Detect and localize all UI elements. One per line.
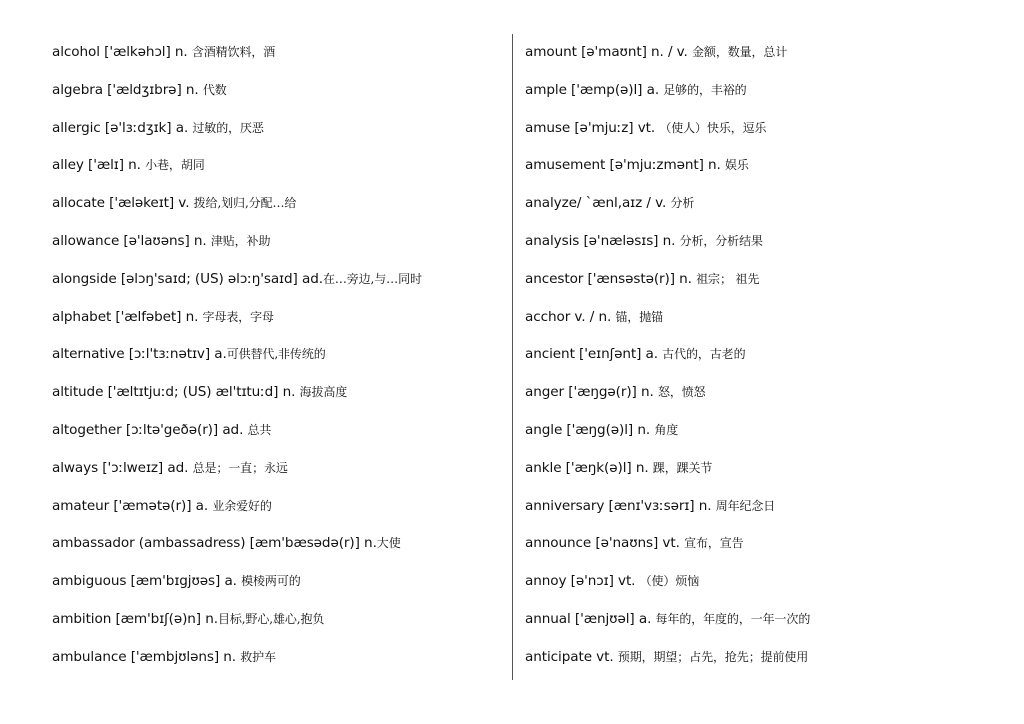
entry-head: annoy [ə'nɔɪ] vt. — [525, 573, 640, 590]
entry-head: ancestor ['ænsəstə(r)] n. — [525, 270, 697, 287]
entry-definition: 祖宗； 祖先 — [696, 271, 760, 286]
column-divider — [512, 34, 513, 680]
vocab-entry — [52, 34, 522, 72]
entry-head: allergic [ə'lɜːdʒɪk] a. — [52, 119, 193, 136]
vocab-entry — [52, 185, 522, 223]
entry-definition: 足够的，丰裕的 — [663, 82, 747, 97]
entry-head: ample ['æmp(ə)l] a. — [525, 81, 664, 98]
entry-head: amusement [ə'mjuːzmənt] n. — [525, 157, 725, 174]
entry-head: altitude ['æltɪtjuːd; (US) æl'tɪtuːd] n. — [52, 384, 300, 401]
entry-definition: 娱乐 — [725, 158, 749, 173]
entry-definition: 总共 — [247, 422, 272, 437]
entry-head: alcohol ['ælkəhɔl] n. — [52, 44, 192, 60]
entry-head: anger ['æŋgə(r)] n. — [525, 384, 658, 401]
entry-definition: （使人）快乐，逗乐 — [659, 120, 767, 135]
entry-head: ambiguous [æm'bɪgjʊəs] a. — [52, 573, 242, 590]
vocab-entry — [525, 639, 995, 677]
vocab-entry — [525, 147, 995, 185]
vocab-entry — [52, 72, 522, 110]
entry-definition: 踝，踝关节 — [652, 460, 713, 475]
entry-head: analyze/ `ænl,aɪz / v. — [525, 195, 671, 212]
entry-definition: 怒，愤怒 — [657, 385, 706, 400]
entry-definition: 在…旁边,与…同时 — [322, 271, 422, 286]
entry-definition: 救护车 — [240, 649, 276, 664]
vocab-entry — [525, 185, 995, 223]
vocab-entry — [525, 34, 995, 72]
entry-definition: 津贴，补助 — [210, 233, 271, 248]
entry-definition: 周年纪念日 — [715, 498, 776, 513]
entry-definition: 模棱两可的 — [241, 574, 301, 589]
entry-definition: 锚，抛锚 — [615, 309, 664, 324]
entry-head: ambition [æm'bɪʃ(ə)n] n. — [52, 610, 218, 627]
entry-definition: 代数 — [202, 82, 227, 97]
entry-definition: （使）烦恼 — [639, 574, 700, 589]
vocab-entry — [52, 601, 522, 639]
vocab-entry — [525, 72, 995, 110]
vocab-entry — [525, 412, 995, 450]
vocab-entry — [52, 412, 522, 450]
vocab-entry — [525, 110, 995, 148]
vocab-entry — [52, 299, 522, 337]
entry-definition: 可供替代,非传统的 — [226, 347, 326, 362]
entry-head: angle ['æŋg(ə)l] n. — [525, 421, 655, 438]
vocab-entry — [52, 261, 522, 299]
vocab-entry — [525, 374, 995, 412]
vocab-entry — [52, 450, 522, 488]
entry-head: alternative [ɔːl'tɜːnətɪv] a. — [52, 346, 227, 363]
vocab-entry — [525, 488, 995, 526]
vocab-entry — [52, 525, 522, 563]
entry-definition: 总是；一直；永远 — [192, 460, 288, 475]
vocab-entry — [525, 223, 995, 261]
vocab-entry — [525, 261, 995, 299]
entry-head: always ['ɔːlweɪz] ad. — [52, 459, 193, 476]
vocab-entry — [52, 563, 522, 601]
vocab-entry — [52, 110, 522, 148]
entry-definition: 每年的，年度的，一年一次的 — [655, 611, 811, 626]
entry-head: ankle ['æŋk(ə)l] n. — [525, 459, 653, 476]
entry-head: ambulance ['æmbjʊləns] n. — [52, 648, 241, 665]
vocab-entry — [525, 525, 995, 563]
entry-definition: 宣布，宣告 — [684, 536, 744, 551]
entry-head: ancient ['eɪnʃənt] a. — [525, 346, 663, 363]
vocab-entry — [52, 223, 522, 261]
entry-definition: 角度 — [654, 422, 679, 437]
vocab-entry — [52, 374, 522, 412]
vocab-entry — [525, 336, 995, 374]
entry-definition: 分析 — [670, 196, 695, 211]
entry-head: allocate ['æləkeɪt] v. — [52, 195, 194, 212]
entry-head: ambassador (ambassadress) [æm'bæsədə(r)] n. — [52, 535, 377, 552]
entry-definition: 拨给,划归,分配…给 — [193, 196, 297, 211]
entry-definition: 古代的，古老的 — [662, 347, 746, 362]
entry-head: alley ['ælɪ] n. — [52, 157, 146, 174]
entry-head: altogether [ɔːltə'geðə(r)] ad. — [52, 421, 248, 438]
entry-definition: 海拔高度 — [299, 385, 348, 400]
entry-definition: 金额，数量，总计 — [692, 45, 788, 59]
right-column — [525, 34, 995, 677]
entry-definition: 预期，期望；占先，抢先；提前使用 — [617, 649, 809, 664]
entry-head: allowance [ə'laʊəns] n. — [52, 232, 211, 249]
entry-definition: 字母表，字母 — [202, 309, 274, 324]
entry-head: algebra ['ældʒɪbrə] n. — [52, 81, 203, 98]
entry-head: alongside [əlɔŋ'saɪd; (US) əlɔːŋ'saɪd] ad. — [52, 270, 323, 287]
entry-head: amount [ə'maʊnt] n. / v. — [525, 44, 693, 60]
entry-definition: 小巷，胡同 — [145, 158, 205, 173]
vocab-entry — [525, 299, 995, 337]
entry-definition: 分析，分析结果 — [679, 233, 763, 248]
entry-head: amateur ['æmətə(r)] a. — [52, 497, 213, 514]
vocab-entry — [52, 336, 522, 374]
entry-definition: 业余爱好的 — [212, 498, 272, 513]
entry-definition: 大使 — [376, 536, 401, 551]
vocab-entry — [525, 601, 995, 639]
entry-head: alphabet ['ælfəbet] n. — [52, 308, 203, 325]
entry-head: amuse [ə'mjuːz] vt. — [525, 119, 660, 136]
left-column — [52, 34, 522, 677]
entry-definition: 目标,野心,雄心,抱负 — [217, 611, 325, 626]
entry-head: acchor v. / n. — [525, 308, 616, 325]
entry-head: anniversary [ænɪ'vɜːsərɪ] n. — [525, 497, 716, 514]
entry-head: announce [ə'naʊns] vt. — [525, 535, 685, 552]
vocab-entry — [525, 563, 995, 601]
entry-head: analysis [ə'næləsɪs] n. — [525, 232, 680, 249]
entry-definition: 过敏的，厌恶 — [192, 120, 264, 135]
entry-definition: 含酒精饮料，酒 — [191, 45, 276, 59]
vocab-entry — [52, 147, 522, 185]
vocab-entry — [52, 639, 522, 677]
entry-head: anticipate vt. — [525, 648, 618, 665]
vocab-entry — [52, 488, 522, 526]
entry-head: annual ['ænjʊəl] a. — [525, 610, 656, 627]
vocab-entry — [525, 450, 995, 488]
